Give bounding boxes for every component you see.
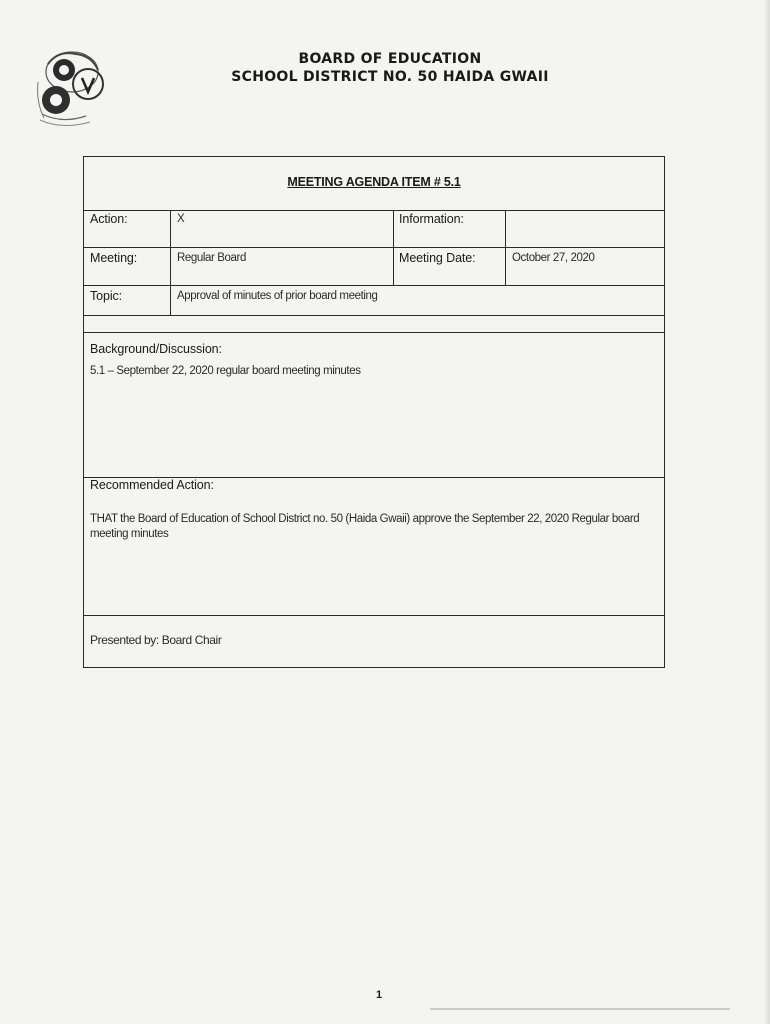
district-logo <box>32 42 112 132</box>
form-title: MEETING AGENDA ITEM # 5.1 <box>287 175 461 189</box>
column-divider <box>170 210 171 315</box>
meeting-date-value: October 27, 2020 <box>512 252 595 264</box>
topic-value: Approval of minutes of prior board meeting <box>177 290 378 302</box>
meeting-value: Regular Board <box>177 252 246 264</box>
column-divider <box>393 210 394 285</box>
presented-by: Presented by: Board Chair <box>90 633 222 647</box>
meeting-label: Meeting: <box>90 251 138 265</box>
agenda-item-form <box>83 156 665 668</box>
rule <box>84 332 664 333</box>
page-number: 1 <box>376 989 383 1001</box>
topic-label: Topic: <box>90 289 123 303</box>
rule <box>84 247 664 248</box>
rule <box>84 210 664 211</box>
recommended-action-label: Recommended Action: <box>90 478 214 492</box>
action-value: X <box>177 213 185 225</box>
letterhead-board: BOARD OF EDUCATION <box>298 51 482 67</box>
scan-edge <box>764 0 770 1024</box>
rule <box>84 285 664 286</box>
background-text: 5.1 – September 22, 2020 regular board meeting minutes <box>90 365 361 377</box>
rule <box>84 315 664 316</box>
scan-artifact-line <box>430 1008 730 1010</box>
information-label: Information: <box>399 212 464 226</box>
meeting-date-label: Meeting Date: <box>399 251 476 265</box>
action-label: Action: <box>90 212 128 226</box>
letterhead <box>150 50 630 86</box>
recommended-action-text: THAT the Board of Education of School District no. 50 (Haida Gwaii) approve the September 22, 2020 Regular board meeting minutes <box>90 513 640 540</box>
background-label: Background/Discussion: <box>90 342 222 356</box>
column-divider <box>505 210 506 285</box>
rule <box>84 615 664 616</box>
letterhead-district: SCHOOL DISTRICT NO. 50 HAIDA GWAII <box>231 69 549 85</box>
